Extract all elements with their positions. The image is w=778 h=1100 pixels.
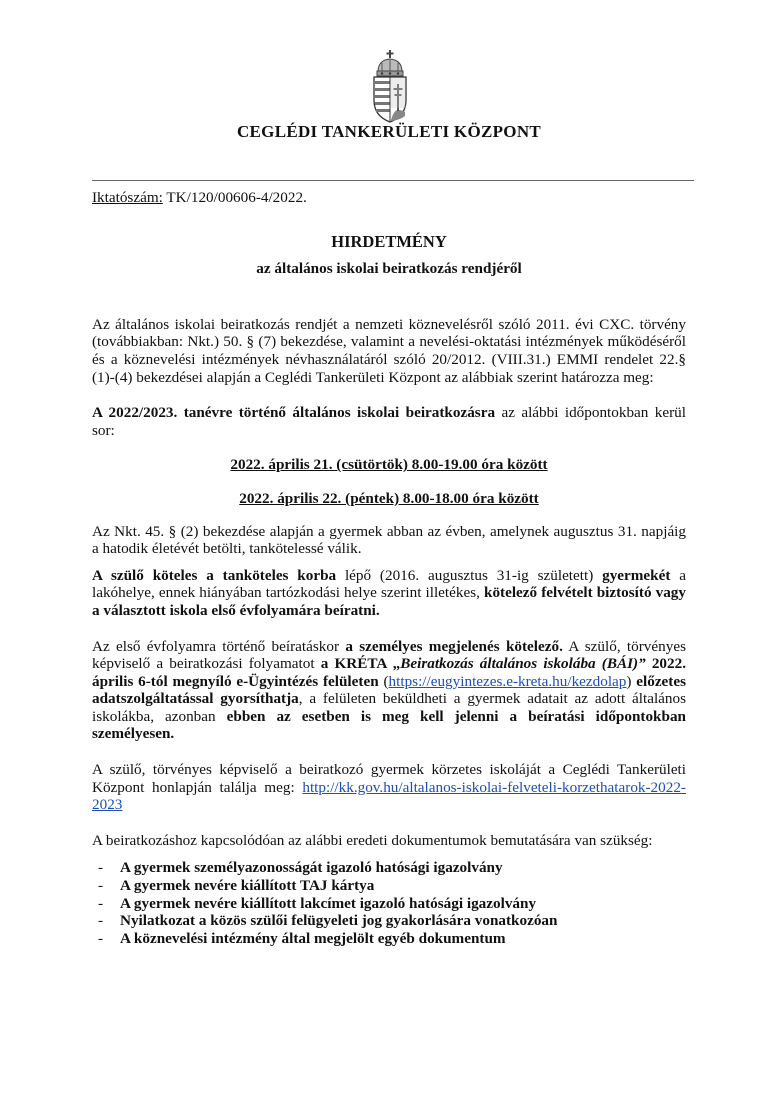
document-item-text: Nyilatkozat a közös szülői felügyeleti jog gyakorlására vonatkozóan bbox=[120, 912, 558, 930]
document-item-text: A köznevelési intézmény által megjelölt egyéb dokumentum bbox=[120, 929, 506, 947]
p5-b1: a személyes megjelenés kötelező. bbox=[345, 637, 563, 655]
p5-bai: Beiratkozás általános iskolába (BÁI)” bbox=[400, 655, 646, 673]
list-marker: - bbox=[98, 929, 104, 947]
organization-name: CEGLÉDI TANKERÜLETI KÖZPONT bbox=[236, 122, 542, 141]
p4-b2: gyermekét bbox=[602, 566, 671, 584]
registration-paragraph bbox=[92, 638, 686, 744]
list-marker: - bbox=[98, 894, 104, 912]
list-item bbox=[92, 859, 686, 877]
list-item bbox=[92, 930, 686, 948]
p5-b4: előzetes adatszolgáltatással gyorsíthatja bbox=[92, 672, 687, 708]
list-marker: - bbox=[98, 859, 104, 877]
p5-b5: ebben az esetben is meg kell jelenni a beíratási időpontokban személyesen. bbox=[92, 707, 686, 743]
compulsory-age-paragraph: Az Nkt. 45. § (2) bekezdése alapján a gyermek abban az évben, amelynek augusztus 31. napjáig a hatodik életévét betölti, tankötelessé válik. bbox=[92, 522, 686, 558]
p5-t4: ) bbox=[626, 672, 637, 690]
kreta-link[interactable]: https://eugyintezes.e-kreta.hu/kezdolap bbox=[388, 672, 627, 690]
intro-paragraph: Az általános iskolai beiratkozás rendjét a nemzeti köznevelésről szóló 2011. évi CXC. törvény (továbbiakban: Nkt.) 50. § (7) bekezdése, valamint a nevelési-oktatási intézmények működéséről és a köznevelési intézmények névhasználatáról szóló 20/2012. (VIII.31.) EMMI rendelet 22.§ (1)-(4) bekezdései alapján a Ceglédi Tankerületi Központ az alábbiak szerint határozza meg: bbox=[92, 315, 686, 386]
list-item bbox=[92, 895, 686, 913]
p4-b3: kötelező felvételt biztosító vagy a választott iskola első évfolyamára beíratni. bbox=[92, 584, 686, 619]
reference-value: TK/120/00606-4/2022. bbox=[162, 189, 307, 206]
enrollment-date-1: 2022. április 21. (csütörtök) 8.00-19.00 óra között bbox=[230, 456, 548, 474]
p6-text: A szülő, törvényes képviselő a beiratkozó gyermek körzetes iskoláját a Ceglédi Tankerületi Központ honlapján találja meg: bbox=[92, 761, 686, 796]
p4-b1: A szülő köteles a tanköteles korba bbox=[92, 566, 337, 584]
reference-label: Iktatószám: bbox=[92, 189, 163, 206]
document-item-text: A gyermek nevére kiállított lakcímet igazoló hatósági igazolvány bbox=[120, 894, 537, 912]
list-marker: - bbox=[98, 877, 104, 895]
p5-b2: a KRÉTA „ bbox=[320, 655, 401, 673]
p5-t5: , a felületen beküldheti a gyermek adatait az adott általános iskolákba, azonban bbox=[92, 690, 687, 725]
documents-intro: A beiratkozáshoz kapcsolódóan az alábbi eredeti dokumentumok bemutatására van szükség: bbox=[92, 831, 653, 849]
document-body bbox=[92, 189, 686, 947]
district-link[interactable]: http://kk.gov.hu/altalanos-iskolai-felveteli-korzethatarok-2022-2023 bbox=[92, 778, 686, 814]
document-title: HIRDETMÉNY bbox=[331, 231, 447, 251]
p4-t2: a lakóhelye, ennek hiányában tartózkodási helye szerint illetékes, bbox=[92, 566, 686, 602]
district-paragraph bbox=[92, 761, 686, 814]
p5-t2: A szülő, törvényes képviselő a beiratkozási folyamatot bbox=[92, 637, 686, 673]
document-item-text: A gyermek személyazonosságát igazoló hatósági igazolvány bbox=[120, 859, 503, 877]
list-item bbox=[92, 877, 686, 895]
list-marker: - bbox=[98, 912, 104, 930]
reference-number bbox=[92, 189, 686, 207]
p5-b3: 2022. április 6-tól megnyíló e-Ügyintézés felületen bbox=[92, 655, 687, 690]
enrollment-date-2: 2022. április 22. (péntek) 8.00-18.00 óra között bbox=[239, 489, 539, 507]
document-subtitle: az általános iskolai beiratkozás rendjéről bbox=[256, 260, 522, 278]
p5-t3: ( bbox=[378, 672, 389, 690]
hungarian-coat-of-arms-icon bbox=[370, 50, 410, 124]
schedule-paragraph bbox=[92, 404, 686, 439]
parent-obligation-paragraph bbox=[92, 567, 686, 620]
p4-t1: lépő (2016. augusztus 31-ig született) bbox=[336, 566, 603, 584]
required-documents-list bbox=[92, 859, 686, 947]
schedule-bold: A 2022/2023. tanévre történő általános iskolai beiratkozásra bbox=[92, 404, 496, 422]
document-item-text: A gyermek nevére kiállított TAJ kártya bbox=[120, 877, 375, 895]
p5-t1: Az első évfolyamra történő beíratáskor bbox=[92, 637, 346, 655]
header-divider bbox=[92, 180, 694, 181]
schedule-rest: az alábbi időpontokban kerül sor: bbox=[92, 404, 686, 439]
list-item bbox=[92, 912, 686, 930]
